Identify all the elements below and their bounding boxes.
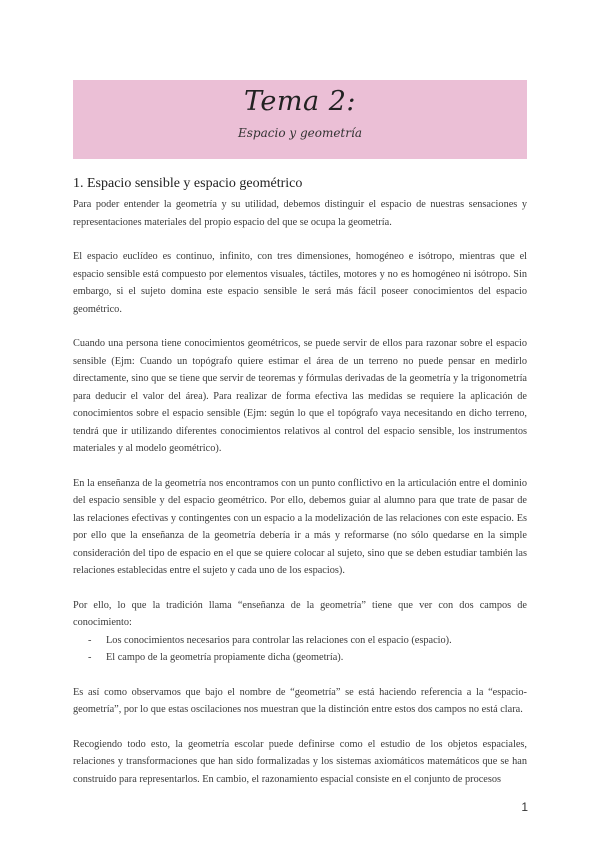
- knowledge-fields-list: [73, 632, 527, 667]
- paragraph-4: En la enseñanza de la geometría nos encontramos con un punto conflictivo en la articulación entre el dominio del espacio sensible y del espacio geométrico. Por ello, debemos guiar al alumno para que trate de pasar de las relaciones efectivas y contingentes con un espacio a la modelización de las relaciones con este espacio. Es por ello que la enseñanza de la geometría debería ir a más y reformarse (no sólo quedarse en la simple consideración del tipo de espacio en el que se quiere colocar al sujeto, sino que se deben estudiar también las relaciones establecidas entre el sujeto y cada uno de los espacios).: [73, 477, 527, 576]
- document-body: [73, 175, 527, 788]
- paragraph-7: Recogiendo todo esto, la geometría escolar puede definirse como el estudio de los objetos espaciales, relaciones y transformaciones que han sido formalizadas y los sistemas axiomáticos matemáticos que se han construido para representarlos. En cambio, el razonamiento espacial consiste en el conjunto de procesos: [73, 738, 527, 785]
- paragraph-1: Para poder entender la geometría y su utilidad, debemos distinguir el espacio de nuestras sensaciones y representaciones materiales del propio espacio del que se ocupa la geometría.: [73, 199, 527, 228]
- page-title: Tema 2:: [244, 86, 356, 117]
- paragraph-5: Por ello, lo que la tradición llama “enseñanza de la geometría” tiene que ver con dos campos de conocimiento:: [73, 599, 527, 628]
- list-item-text: El campo de la geometría propiamente dicha (geometría).: [106, 652, 344, 663]
- paragraph-3: Cuando una persona tiene conocimientos geométricos, se puede servir de ellos para razonar sobre el espacio sensible (Ejm: Cuando un topógrafo quiere estimar el área de un terreno no puede pensar en medirlo directamente, sino que se tiene que servir de teoremas y fórmulas derivadas de la geometría y la trigonometría para deducir el valor del área). Para realizar de forma efectiva las medidas se requiere la aplicación de conocimientos sobre el espacio sensible (Ejm: según lo que el topógrafo vaya necesitando en dicho terreno, tendrá que ir utilizando diferentes conocimientos relativos al control del espacio sensible, los instrumentos materiales y al modelo geométrico).: [73, 338, 527, 454]
- page-subtitle: Espacio y geometría: [238, 126, 362, 140]
- list-item-text: Los conocimientos necesarios para controlar las relaciones con el espacio (espacio).: [106, 634, 452, 646]
- paragraph-2: El espacio euclídeo es continuo, infinito, con tres dimensiones, homogéneo e isótropo, mientras que el espacio sensible está compuesto por elementos visuales, táctiles, motores y no es homogéneo ni isótropo. Sin embargo, si el sujeto domina este espacio sensible le será más fácil poseer conocimientos del espacio geométrico.: [73, 251, 527, 315]
- list-item: [73, 649, 527, 667]
- list-dash: -: [88, 634, 92, 646]
- list-dash: -: [88, 652, 92, 663]
- paragraph-6: Es así como observamos que bajo el nombre de “geometría” se está haciendo referencia a la “espacio-geometría”, por lo que estas oscilaciones nos muestran que la distinción entre estos dos campos no está clara.: [73, 686, 527, 715]
- list-item: [73, 632, 527, 650]
- page-number: 1: [521, 800, 528, 814]
- title-banner: [73, 80, 527, 159]
- section-heading: 1. Espacio sensible y espacio geométrico: [73, 176, 303, 191]
